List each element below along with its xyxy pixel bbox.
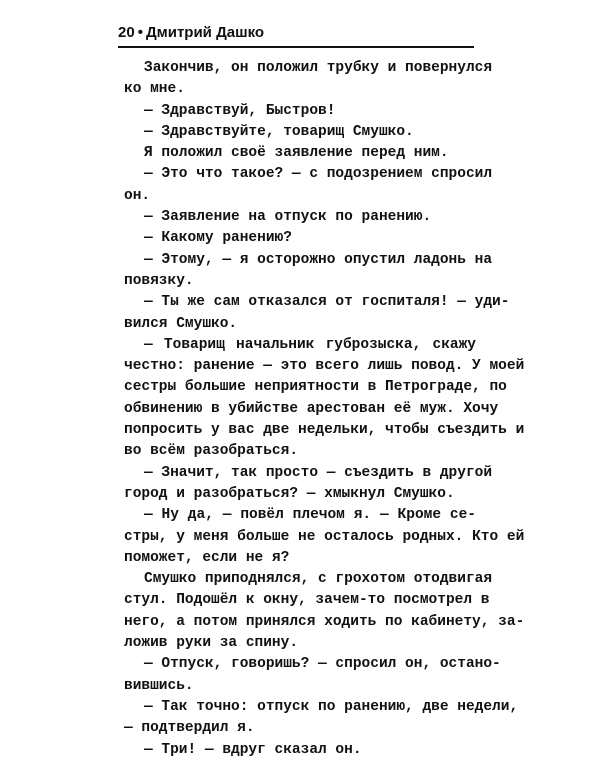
text-line: — Отпуск, говоришь? — спросил он, остано-	[144, 656, 501, 673]
text-line: — Так точно: отпуск по ранению, две недели,	[144, 698, 519, 715]
text-line: честно: ранение — это всего лишь повод. У моей	[124, 358, 525, 375]
text-line: ко мне.	[124, 81, 185, 98]
text-line: во всём разобраться.	[124, 443, 299, 460]
text-line: — Три! — вдруг сказал он.	[144, 741, 362, 758]
text-line: — Это что такое? — с подозрением спросил	[144, 166, 493, 183]
page-number: 20	[118, 24, 135, 41]
text-line: повязку.	[124, 272, 194, 289]
text-line: — Этому, — я осторожно опустил ладонь на	[144, 251, 493, 268]
text-line: — Какому ранению?	[144, 230, 292, 247]
text-line: ложив руки за спину.	[124, 635, 299, 652]
text-line: стры, у меня больше не осталось родных. Кто ей	[124, 528, 525, 545]
text-line: — Ты же сам отказался от госпиталя! — уди-	[144, 294, 510, 311]
text-line: — Здравствуй, Быстров!	[144, 102, 336, 119]
text-line: Я положил своё заявление перед ним.	[144, 145, 449, 162]
body-text	[124, 58, 525, 761]
text-line: обвинению в убийстве арестован её муж. Хочу	[124, 400, 499, 417]
text-line: — Здравствуйте, товарищ Смушко.	[144, 123, 414, 140]
text-line: него, а потом принялся ходить по кабинету, за-	[124, 613, 525, 630]
text-line: вился Смушко.	[124, 315, 238, 332]
text-line: — Значит, так просто — съездить в другой	[144, 464, 493, 481]
text-line: Смушко приподнялся, с грохотом отодвигая	[144, 571, 493, 588]
text-line: — Ну да, — повёл плечом я. — Кроме се-	[144, 507, 476, 524]
text-line: стул. Подошёл к окну, зачем-то посмотрел в	[124, 592, 490, 609]
text-line: поможет, если не я?	[124, 549, 290, 566]
text-line: попросить у вас две недельки, чтобы съездить и	[124, 422, 525, 439]
running-title: Дмитрий Дашко	[145, 24, 265, 41]
text-line: Закончив, он положил трубку и повернулся	[144, 60, 493, 76]
text-line: — Товарищ начальник губрозыска, скажу	[144, 336, 476, 353]
text-line: — подтвердил я.	[124, 720, 255, 737]
text-line: вившись.	[124, 677, 194, 694]
header-separator: •	[137, 24, 143, 41]
text-line: — Заявление на отпуск по ранению.	[144, 209, 432, 226]
text-line: город и разобраться? — хмыкнул Смушко.	[124, 485, 455, 502]
text-line: сестры большие неприятности в Петрограде, по	[124, 379, 507, 396]
text-line: он.	[124, 187, 151, 204]
running-head	[118, 22, 474, 48]
